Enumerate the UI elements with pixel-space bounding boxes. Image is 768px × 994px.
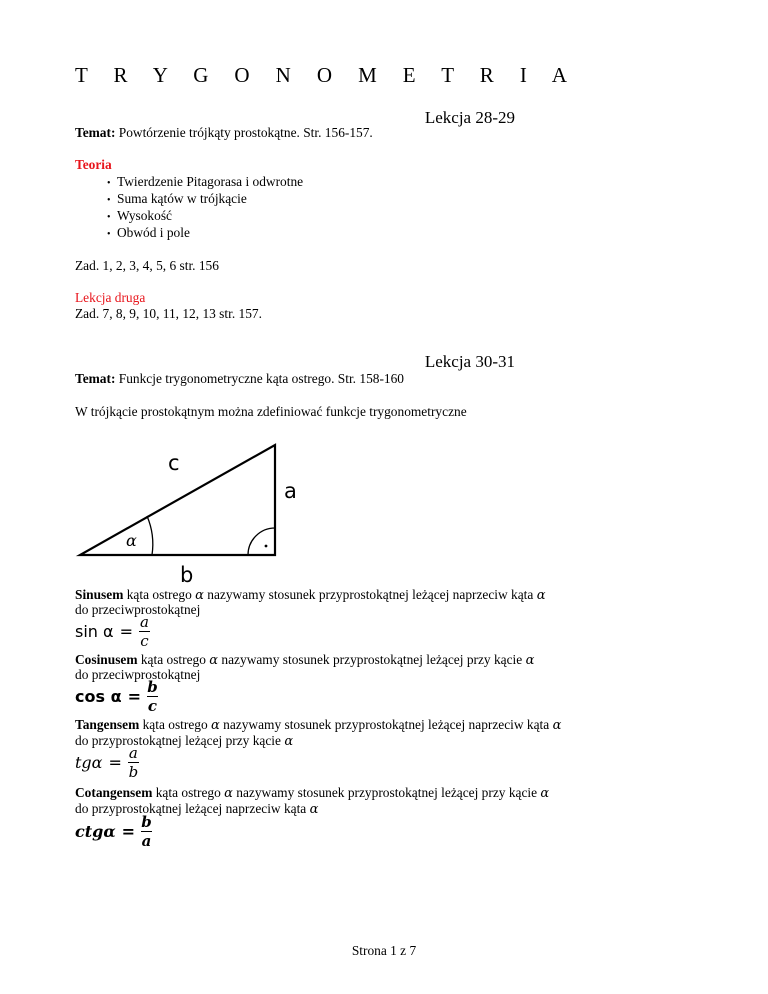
cos-term: Cosinusem xyxy=(75,652,138,667)
cos-definition-line1: Cosinusem kąta ostrego α nazywamy stosunek przyprostokątnej leżącej przy kącie α xyxy=(75,652,535,668)
list-item: • Obwód i pole xyxy=(107,224,303,241)
fraction: $\frac{b}{c}$ xyxy=(147,678,158,715)
ctg-definition-line2: do przyprostokątnej leżącej naprzeciw kąta α xyxy=(75,801,319,817)
right-angle-dot xyxy=(265,545,268,548)
sin-definition-line1: Sinusem kąta ostrego α nazywamy stosunek przyprostokątnej leżącej naprzeciw kąta α xyxy=(75,587,546,603)
list-item: • Twierdzenie Pitagorasa i odwrotne xyxy=(107,173,303,190)
fraction: $\frac{b}{a}$ xyxy=(141,813,152,850)
topic-label: Temat: xyxy=(75,125,116,140)
cos-definition-line2: do przeciwprostokątnej xyxy=(75,667,201,682)
tg-lhs: tgα xyxy=(75,753,103,772)
ctg-formula: ctgα = $\frac{b}{a}$ xyxy=(75,813,152,850)
ctg-lhs: ctgα xyxy=(75,822,116,841)
lesson-heading-30-31: Lekcja 30-31 xyxy=(424,352,515,371)
sin-term: Sinusem xyxy=(75,587,124,602)
tg-definition-line2: do przyprostokątnej leżącej przy kącie α xyxy=(75,733,294,749)
lesson1-tasks: Zad. 1, 2, 3, 4, 5, 6 str. 156 xyxy=(75,258,219,273)
lesson1-topic xyxy=(75,125,373,141)
lesson2-topic xyxy=(75,371,404,387)
lesson2-intro: W trójkącie prostokątnym można zdefiniować funkcje trygonometryczne xyxy=(75,404,467,419)
fraction: $\frac{a}{c}$ xyxy=(139,613,149,650)
ctg-definition-line1: Cotangensem kąta ostrego α nazywamy stosunek przyprostokątnej leżącej przy kącie α xyxy=(75,785,550,801)
tg-term: Tangensem xyxy=(75,717,140,732)
document-title: T R Y G O N O M E T R I A xyxy=(75,63,578,87)
label-a: a xyxy=(284,479,297,503)
label-b: b xyxy=(180,563,194,587)
sin-lhs: sin α xyxy=(75,622,114,641)
topic-text: Powtórzenie trójkąty prostokątne. Str. 156-157. xyxy=(115,125,373,140)
second-lesson-label: Lekcja druga xyxy=(75,290,146,305)
theory-list xyxy=(107,173,303,241)
angle-arc xyxy=(147,516,153,555)
lesson-heading-28-29: Lekcja 28-29 xyxy=(424,108,515,127)
cos-lhs: cos α xyxy=(75,687,122,706)
sin-formula: sin α = $\frac{a}{c}$ xyxy=(75,613,149,650)
list-item: • Suma kątów w trójkącie xyxy=(107,190,303,207)
topic-text: Funkcje trygonometryczne kąta ostrego. Str. 158-160 xyxy=(115,371,404,386)
second-lesson-tasks: Zad. 7, 8, 9, 10, 11, 12, 13 str. 157. xyxy=(75,306,262,321)
theory-label: Teoria xyxy=(75,157,112,172)
ctg-term: Cotangensem xyxy=(75,785,153,800)
fraction: $\frac{a}{b}$ xyxy=(128,744,139,781)
right-angle-arc xyxy=(248,528,275,555)
page-footer: Strona 1 z 7 xyxy=(351,943,417,958)
topic-label: Temat: xyxy=(75,371,116,386)
right-triangle-diagram xyxy=(70,440,310,590)
label-alpha: α xyxy=(126,531,137,550)
sin-definition-line2: do przeciwprostokątnej xyxy=(75,602,201,617)
list-item: • Wysokość xyxy=(107,207,303,224)
tg-formula: tgα = $\frac{a}{b}$ xyxy=(75,744,139,781)
tg-definition-line1: Tangensem kąta ostrego α nazywamy stosunek przyprostokątnej leżącej naprzeciw kąta α xyxy=(75,717,562,733)
label-c: c xyxy=(168,451,180,475)
cos-formula: cos α = $\frac{b}{c}$ xyxy=(75,678,158,715)
